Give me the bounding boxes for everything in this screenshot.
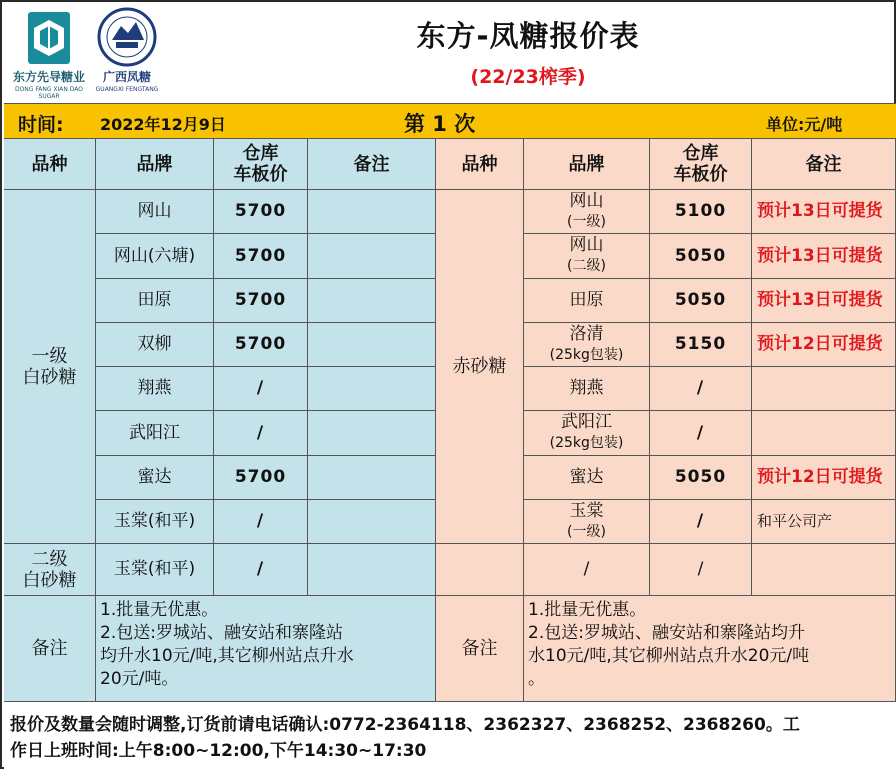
header-price-left bbox=[214, 139, 308, 190]
footer-line2: 作日上班时间:上午8:00~12:00,下午14:30~17:30 bbox=[10, 741, 427, 761]
left-brand-cell: 双柳 bbox=[96, 323, 214, 367]
header-price-line1: 仓库 bbox=[682, 143, 719, 164]
right-brand-cell bbox=[524, 500, 650, 544]
right-note-cell: 和平公司产 bbox=[752, 500, 896, 544]
fengtang-logo bbox=[92, 6, 162, 98]
remark-line: 1.批量无优惠。 bbox=[528, 600, 647, 620]
header-price-line2: 车板价 bbox=[673, 164, 728, 185]
header-price-line2: 车板价 bbox=[233, 164, 288, 185]
header-brand-left: 品牌 bbox=[96, 139, 214, 190]
remark-line: 1.批量无优惠。 bbox=[100, 600, 219, 620]
quote-date: 2022年12月9日 bbox=[100, 115, 226, 134]
remarks-label-right: 备注 bbox=[436, 596, 524, 702]
left-price-cell: 5700 bbox=[214, 234, 308, 279]
remarks-left-text bbox=[100, 599, 434, 691]
left-brand-cell: 蜜达 bbox=[96, 456, 214, 500]
right-note-cell: 预计12日可提货 bbox=[752, 456, 896, 500]
dongfang-logo-icon bbox=[6, 6, 92, 68]
right-price-cell: / bbox=[650, 411, 752, 456]
fengtang-seal-icon bbox=[92, 6, 162, 68]
header-price-line1: 仓库 bbox=[242, 143, 279, 164]
variety-brown-sugar: 赤砂糖 bbox=[436, 190, 524, 544]
right-note-cell: 预计13日可提货 bbox=[752, 234, 896, 279]
left-price-cell: 5700 bbox=[214, 279, 308, 323]
header-note-left: 备注 bbox=[308, 139, 436, 190]
brand-spec: (一级) bbox=[567, 523, 606, 540]
footer-line1: 报价及数量会随时调整,订货前请电话确认:0772-2364118、2362327、2368252、2368260。工 bbox=[10, 715, 800, 735]
header-price-right bbox=[650, 139, 752, 190]
variety-grade2-line1: 二级 bbox=[31, 548, 68, 570]
brand-name: 网山 bbox=[569, 190, 604, 211]
right-brand-cell bbox=[524, 367, 650, 411]
brand-spec: (一级) bbox=[567, 213, 606, 230]
brand-name: 蜜达 bbox=[569, 467, 604, 487]
grade2-brand-cell: 玉棠(和平) bbox=[96, 544, 214, 596]
brand-name: 翔燕 bbox=[569, 378, 604, 398]
right-note-cell: 预计13日可提货 bbox=[752, 190, 896, 234]
brand-name: 玉棠 bbox=[569, 500, 604, 521]
variety-right-empty bbox=[436, 544, 524, 596]
remark-line: 水10元/吨,其它柳州站点升水20元/吨 bbox=[528, 646, 810, 666]
season-label: (22/23榨季) bbox=[470, 66, 586, 88]
time-bar bbox=[4, 103, 896, 139]
sheet-title: 东方-凤糖报价表 bbox=[416, 19, 640, 53]
remarks-right-text bbox=[528, 599, 894, 691]
brand-spec: (25kg包装) bbox=[549, 435, 624, 451]
dongfang-logo-pinyin: DONG FANG XIAN DAO SUGAR bbox=[14, 86, 84, 100]
remarks-label-left: 备注 bbox=[4, 596, 96, 702]
remark-line: 2.包送:罗城站、融安站和寨隆站 bbox=[100, 623, 343, 643]
left-note-cell bbox=[308, 500, 436, 544]
header-variety-left: 品种 bbox=[4, 139, 96, 190]
variety-grade1-white-sugar bbox=[4, 190, 96, 544]
brand-name: 网山 bbox=[569, 235, 604, 255]
variety-grade1-line1: 一级 bbox=[31, 345, 68, 367]
time-label: 时间: bbox=[18, 114, 64, 136]
remark-line: 20元/吨。 bbox=[100, 669, 179, 689]
left-brand-cell: 网山 bbox=[96, 190, 214, 234]
right-price-cell: 5050 bbox=[650, 279, 752, 323]
brand-name: 田原 bbox=[569, 290, 604, 310]
right-brand-cell bbox=[524, 279, 650, 323]
grade2-price-cell: / bbox=[214, 544, 308, 596]
footer-notice bbox=[4, 702, 896, 769]
left-price-cell: 5700 bbox=[214, 456, 308, 500]
right-note-cell: 预计12日可提货 bbox=[752, 323, 896, 367]
left-price-cell: / bbox=[214, 411, 308, 456]
right-price-cell: 5050 bbox=[650, 234, 752, 279]
left-brand-cell: 田原 bbox=[96, 279, 214, 323]
right-price-cell: 5150 bbox=[650, 323, 752, 367]
left-price-cell: 5700 bbox=[214, 323, 308, 367]
right-note-cell bbox=[752, 367, 896, 411]
left-brand-cell: 翔燕 bbox=[96, 367, 214, 411]
left-note-cell bbox=[308, 411, 436, 456]
unit-label: 单位:元/吨 bbox=[766, 115, 843, 134]
right-price-cell: 5100 bbox=[650, 190, 752, 234]
dongfang-logo bbox=[6, 6, 92, 98]
right-brand-cell bbox=[524, 411, 650, 456]
left-note-cell bbox=[308, 234, 436, 279]
right-brand-cell bbox=[524, 234, 650, 279]
dongfang-logo-name: 东方先导糖业 bbox=[12, 70, 85, 84]
left-note-cell bbox=[308, 456, 436, 500]
left-brand-cell: 玉棠(和平) bbox=[96, 500, 214, 544]
right-price-cell: / bbox=[650, 500, 752, 544]
remark-line: 2.包送:罗城站、融安站和寨隆站均升 bbox=[528, 623, 805, 643]
right-extra-brand-cell: / bbox=[524, 544, 650, 596]
left-brand-cell: 网山(六塘) bbox=[96, 234, 214, 279]
right-brand-cell bbox=[524, 456, 650, 500]
right-extra-note-cell bbox=[752, 544, 896, 596]
left-note-cell bbox=[308, 367, 436, 411]
remark-line: 均升水10元/吨,其它柳州站点升水 bbox=[100, 646, 354, 666]
quote-round: 第 1 次 bbox=[404, 112, 476, 136]
brand-spec: (25kg包装) bbox=[549, 346, 624, 363]
left-note-cell bbox=[308, 190, 436, 234]
header-note-right: 备注 bbox=[752, 139, 896, 190]
header-brand-right: 品牌 bbox=[524, 139, 650, 190]
right-note-cell: 预计13日可提货 bbox=[752, 279, 896, 323]
right-brand-cell bbox=[524, 190, 650, 234]
grade2-note-cell bbox=[308, 544, 436, 596]
brand-spec: (二级) bbox=[567, 258, 606, 274]
remark-line: 。 bbox=[528, 669, 545, 689]
variety-grade2-white-sugar bbox=[4, 544, 96, 596]
variety-grade1-line2: 白砂糖 bbox=[22, 366, 77, 388]
right-extra-price-cell: / bbox=[650, 544, 752, 596]
left-price-cell: / bbox=[214, 500, 308, 544]
right-brand-cell bbox=[524, 323, 650, 367]
fengtang-logo-pinyin: GUANGXI FENGTANG bbox=[95, 86, 159, 93]
left-brand-cell: 武阳江 bbox=[96, 411, 214, 456]
right-price-cell: 5050 bbox=[650, 456, 752, 500]
header-variety-right: 品种 bbox=[436, 139, 524, 190]
right-price-cell: / bbox=[650, 367, 752, 411]
left-price-cell: / bbox=[214, 367, 308, 411]
right-note-cell bbox=[752, 411, 896, 456]
brand-name: 武阳江 bbox=[561, 412, 612, 432]
left-note-cell bbox=[308, 323, 436, 367]
left-price-cell: 5700 bbox=[214, 190, 308, 234]
variety-grade2-line2: 白砂糖 bbox=[22, 569, 77, 591]
fengtang-logo-name: 广西凤糖 bbox=[102, 70, 151, 84]
brand-name: 洛清 bbox=[569, 323, 604, 344]
left-note-cell bbox=[308, 279, 436, 323]
